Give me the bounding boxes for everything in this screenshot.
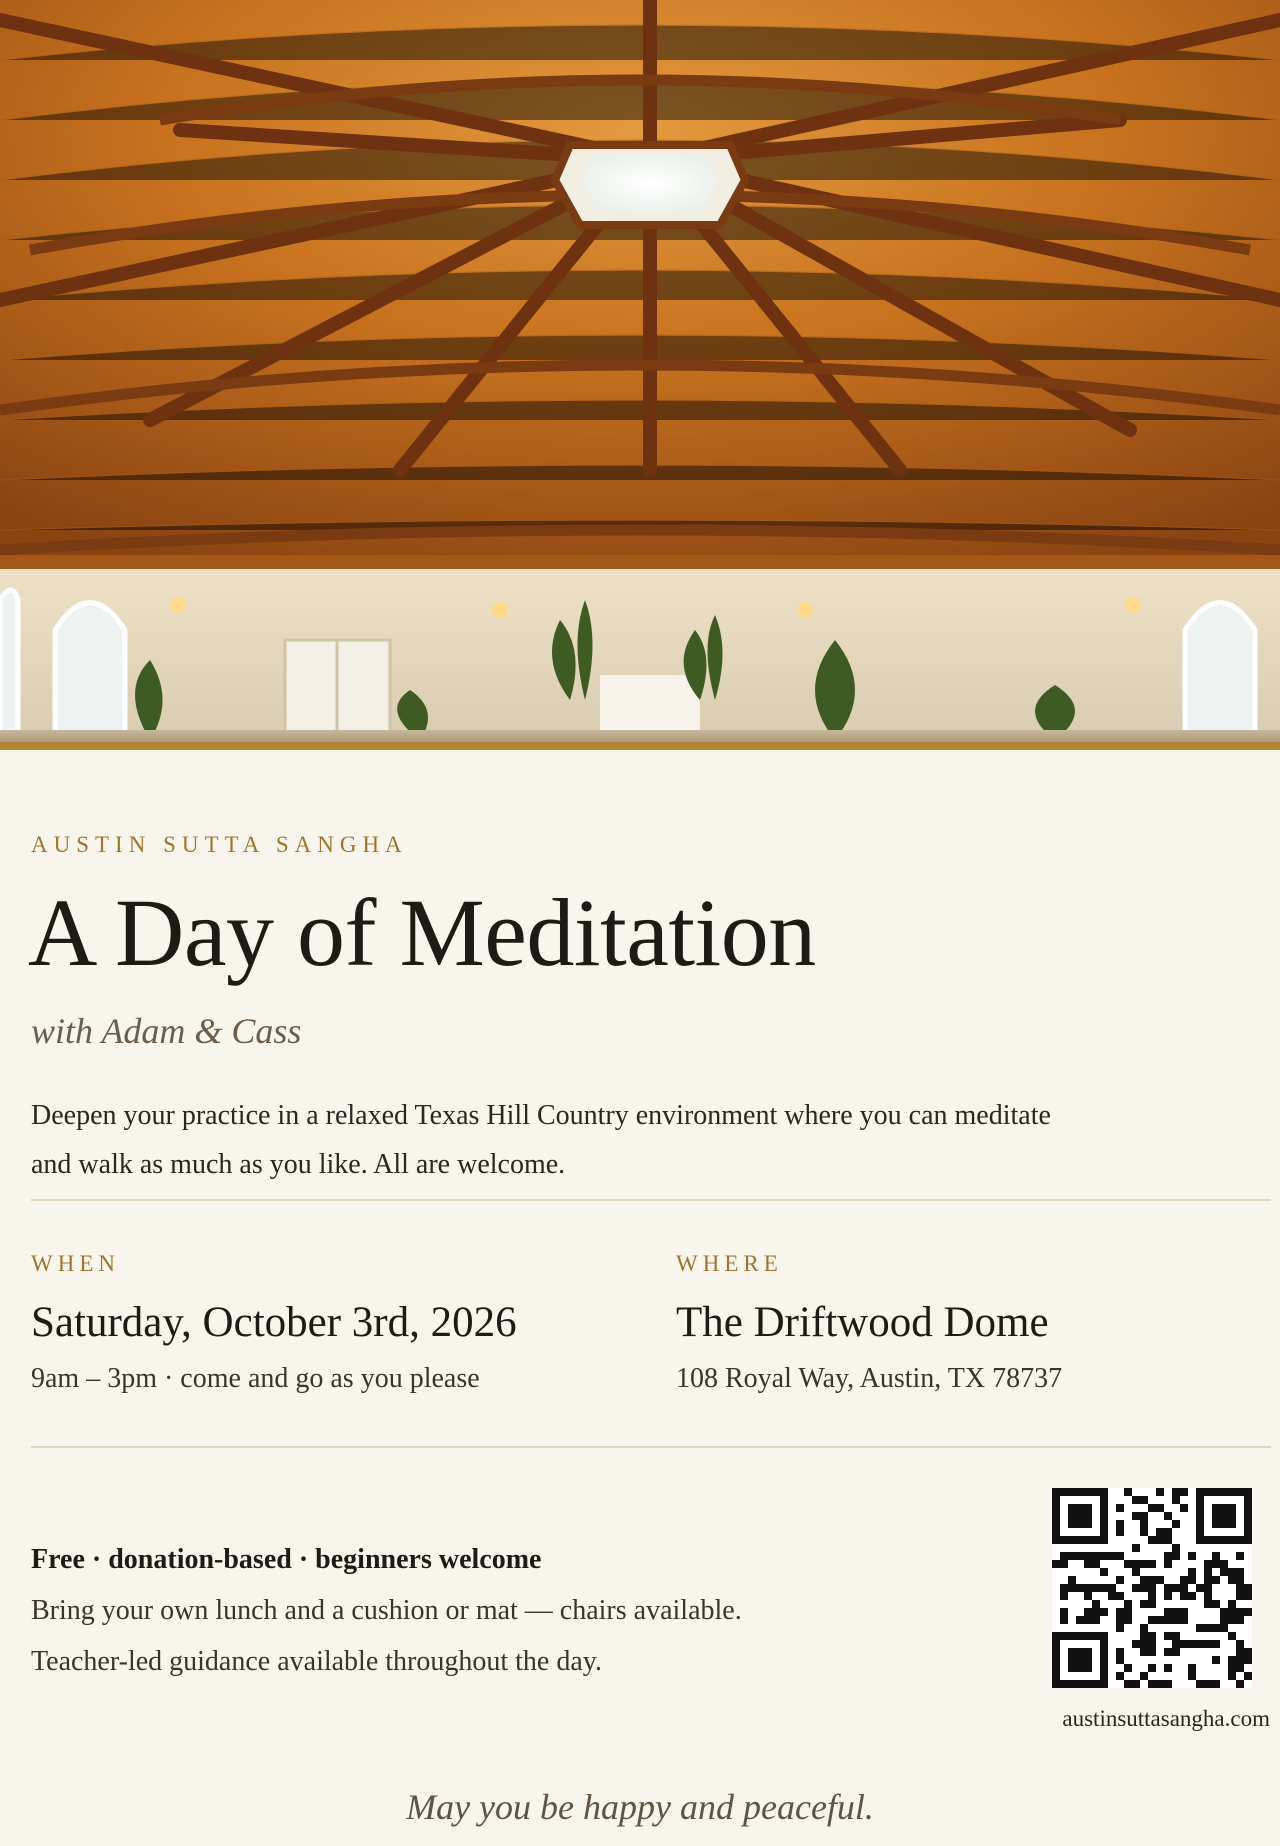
- hero-photo: [0, 0, 1280, 748]
- hero-divider-rule: [0, 742, 1280, 750]
- qr-code-icon[interactable]: [1052, 1488, 1252, 1688]
- organization-name: AUSTIN SUTTA SANGHA: [31, 832, 408, 857]
- section-divider-top: [31, 1199, 1271, 1201]
- venue-address: 108 Royal Way, Austin, TX 78737: [676, 1363, 1063, 1394]
- website-link[interactable]: austinsuttasangha.com: [1062, 1706, 1270, 1731]
- event-subtitle: with Adam & Cass: [31, 1011, 302, 1051]
- event-description: Deepen your practice in a relaxed Texas Hill Country environment where you can meditate and walk as much as you like. All are welcome.: [31, 1100, 1051, 1180]
- bring-lunch-note: Bring your own lunch and a cushion or mat — chairs available.: [31, 1595, 742, 1626]
- dome-ceiling-photo: [0, 0, 1280, 748]
- event-title: A Day of Meditation: [28, 879, 816, 986]
- event-highlights: Free · donation-based · beginners welcome: [31, 1544, 542, 1575]
- where-label: WHERE: [676, 1251, 783, 1276]
- section-divider-bottom: [31, 1446, 1271, 1448]
- guidance-note: Teacher-led guidance available throughout the day.: [31, 1646, 602, 1677]
- event-time: 9am – 3pm · come and go as you please: [31, 1363, 480, 1394]
- closing-blessing: May you be happy and peaceful.: [406, 1787, 874, 1827]
- venue-name: The Driftwood Dome: [676, 1299, 1049, 1346]
- event-date: Saturday, October 3rd, 2026: [31, 1299, 517, 1346]
- qr-code-graphic: [1052, 1488, 1252, 1688]
- when-label: WHEN: [31, 1251, 120, 1276]
